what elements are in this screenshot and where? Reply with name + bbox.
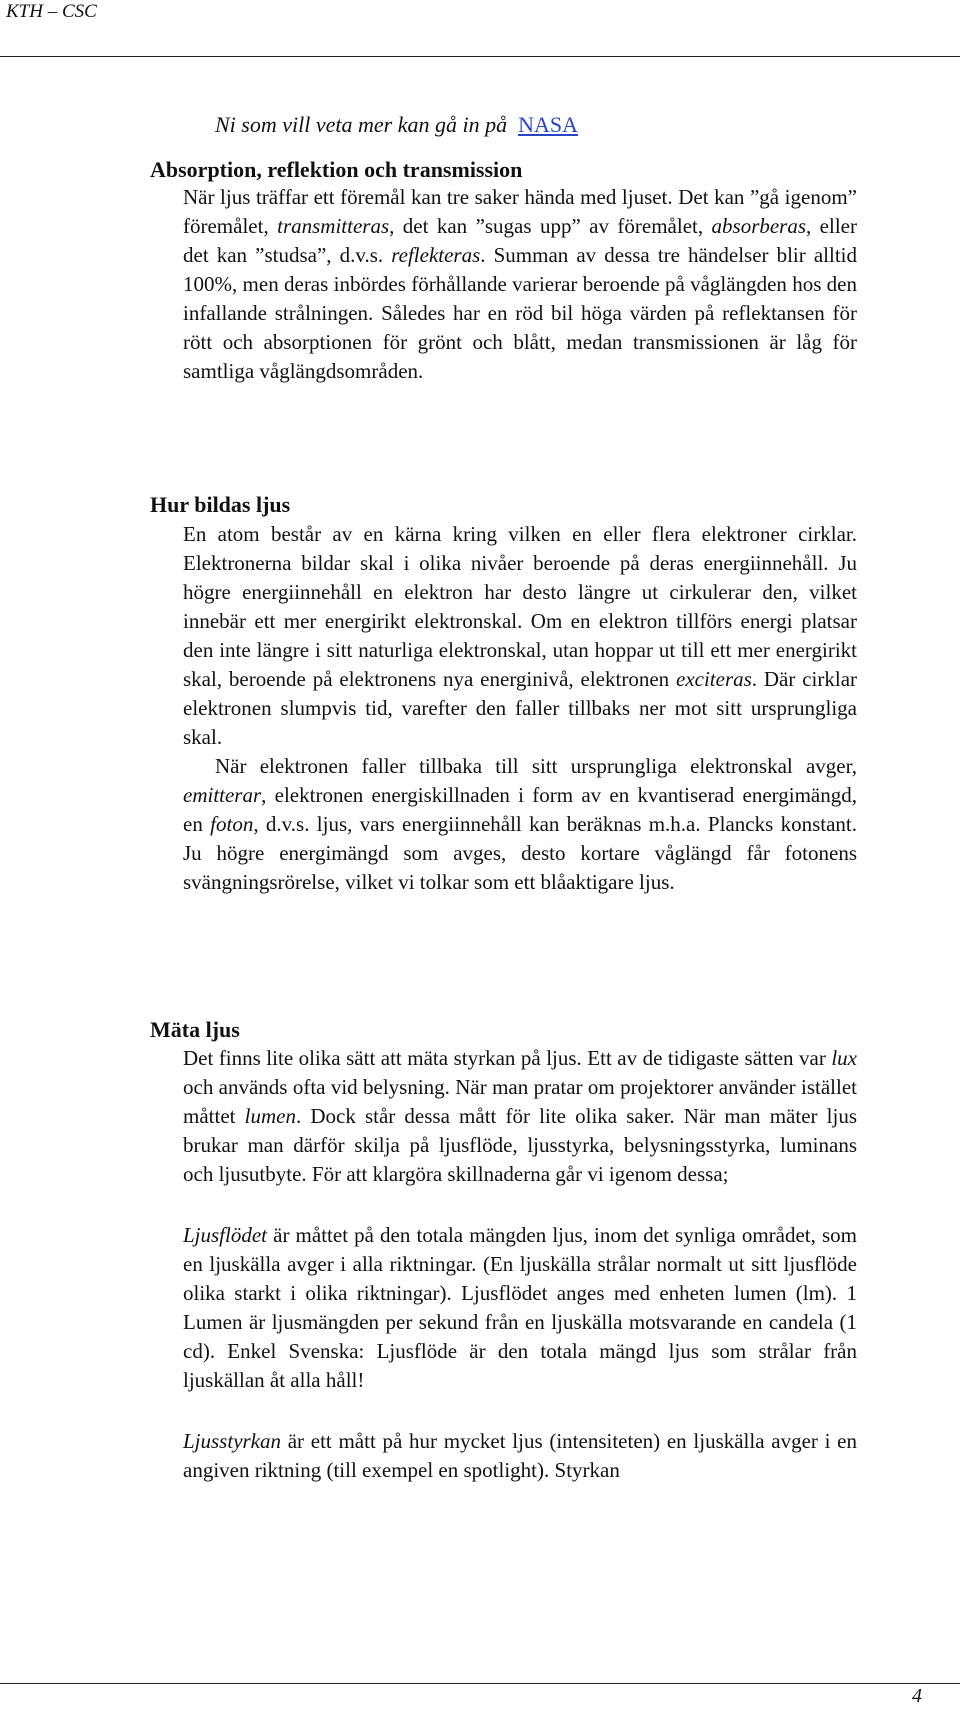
intro-text: Ni som vill veta mer kan gå in på <box>215 112 508 137</box>
footer-rule <box>0 1683 960 1684</box>
header-rule <box>0 56 960 57</box>
term-ljusstyrkan: Ljusstyrkan <box>183 1429 282 1453</box>
section-title: Hur bildas ljus <box>150 492 291 517</box>
nasa-link[interactable]: NASA <box>518 112 578 137</box>
term-emitterar: emitterar <box>183 783 262 807</box>
term-ljusflodet: Ljusflödet <box>183 1223 268 1247</box>
term-exciteras: exciteras <box>676 667 752 691</box>
section-body <box>183 183 857 386</box>
term-absorberas: absorberas <box>711 214 807 238</box>
paragraph: En atom består av en kärna kring vilken en eller flera elektroner cirklar. Elektronerna bildar skal i olika nivåer beroende på deras energiinnehåll. Ju högre energiinnehåll en elektron har desto längre ut cirkulerar den, vilket innebär ett mer energirikt elektronskal. Om en elektron tillförs energi platsar den inte längre i sitt naturliga elektronskal, utan hoppar ut till ett mer energirikt skal, beroende på elektronens nya energinivå, elektronen exciteras. Där cirklar elektronen slumpvis tid, varefter den faller tillbaks ner mot sitt ursprungliga skal. <box>183 522 858 749</box>
intro-line <box>215 111 578 139</box>
term-transmitteras: transmitteras <box>277 214 390 238</box>
page-number: 4 <box>912 1685 922 1707</box>
term-foton: foton <box>210 812 254 836</box>
paragraph: Ljusstyrkan är ett mått på hur mycket ljus (intensiteten) en ljuskälla avger i en angiven riktning (till exempel en spotlight). Styrkan <box>183 1429 857 1482</box>
section-title: Absorption, reflektion och transmission <box>150 157 523 182</box>
term-reflekteras: reflekteras <box>391 243 481 267</box>
term-lux: lux <box>831 1046 857 1070</box>
paragraph: Det finns lite olika sätt att mäta styrkan på ljus. Ett av de tidigaste sätten var lux och används ofta vid belysning. När man pratar om projektorer använder istället måttet lumen. Dock står dessa mått för lite olika saker. När man mäter ljus brukar man därför skilja på ljusflöde, ljusstyrka, belysningsstyrka, luminans och ljusutbyte. För att klargöra skillnaderna går vi igenom dessa; <box>183 1046 857 1186</box>
page-header <box>0 0 960 58</box>
section-title: Mäta ljus <box>150 1017 240 1042</box>
paragraph: När ljus träffar ett föremål kan tre saker hända med ljuset. Det kan ”gå igenom” föremålet, transmitteras, det kan ”sugas upp” av föremålet, absorberas, eller det kan ”studsa”, d.v.s. reflekteras. Summan av dessa tre händelser blir alltid 100%, men deras inbördes förhållande varierar beroende på våglängden hos den infallande strålningen. Således har en röd bil höga värden på reflektansen för rött och absorptionen för grönt och blått, medan transmissionen är låg för samtliga våglängdsområden. <box>183 185 857 383</box>
section-body <box>183 520 857 897</box>
header-title: KTH – CSC <box>6 1 97 22</box>
section-body <box>183 1044 857 1485</box>
term-lumen: lumen <box>244 1104 296 1128</box>
paragraph: Ljusflödet är måttet på den totala mängden ljus, inom det synliga området, som en ljuskälla avger i alla riktningar. (En ljuskälla strålar normalt ut sitt ljusflöde olika starkt i olika riktningar). Ljusflödet anges med enheten lumen (lm). 1 Lumen är ljusmängden per sekund från en ljuskälla motsvarande en candela (1 cd). Enkel Svenska: Ljusflöde är den totala mängd ljus som strålar från ljuskällan åt alla håll! <box>183 1223 857 1392</box>
paragraph: När elektronen faller tillbaka till sitt ursprungliga elektronskal avger, emitterar, elektronen energiskillnaden i form av en kvantiserad energimängd, en foton, d.v.s. ljus, vars energiinnehåll kan beräknas m.h.a. Plancks konstant. Ju högre energimängd som avges, desto kortare våglängd får fotonens svängningsrörelse, vilket vi tolkar som ett blåaktigare ljus. <box>183 754 857 894</box>
